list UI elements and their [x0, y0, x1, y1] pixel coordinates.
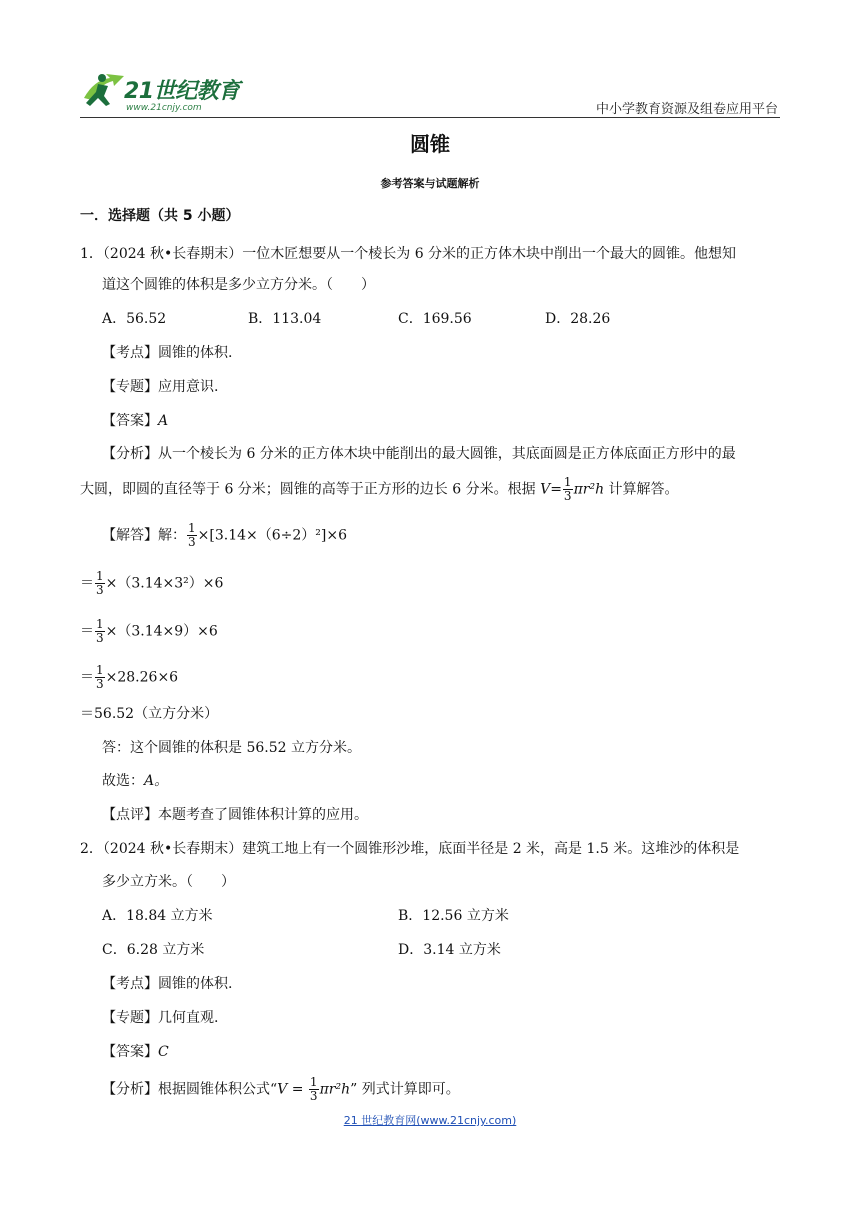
- q1-step1-expr: ×（3.14×3²）×6: [105, 575, 224, 592]
- q1-fenxi-line2-a: 大圆，即圆的直径等于 6 分米；圆锥的高等于正方形的边长 6 分米。根据: [80, 481, 541, 498]
- q1-answer: [102, 410, 168, 430]
- q1-dianping: 【点评】本题考查了圆锥体积计算的应用。: [102, 807, 368, 823]
- runner-logo-icon: [80, 70, 128, 110]
- q2-stem-line2: 多少立方米。（ ）: [102, 874, 235, 890]
- page-subtitle: 参考答案与试题解析: [380, 177, 480, 190]
- q1-fenxi-line1: 【分析】从一个棱长为 6 分米的正方体木块中能削出的最大圆锥，其底面圆是正方体底面正方形中的最: [102, 446, 736, 462]
- page-header: [80, 68, 780, 118]
- q1-jieda-step4: ＝56.52（立方分米）: [80, 706, 219, 722]
- q1-jieda-step1: ＝ $\frac{1}{3}$ ×（3.14×3²）×6: [80, 569, 224, 597]
- q2-formula-v: V =: [277, 1081, 308, 1098]
- brand-name: 21世纪教育: [124, 79, 240, 104]
- q1-jieda-label: 【解答】解：: [102, 527, 186, 544]
- q1-formula-v: V=: [540, 481, 562, 498]
- q2-kaodian: 【考点】圆锥的体积.: [102, 976, 233, 992]
- q2-answer: 【答案】C: [102, 1044, 169, 1060]
- q1-stem-line2: 道这个圆锥的体积是多少立方分米。（ ）: [102, 277, 375, 293]
- q1-option-d: D．28.26: [545, 311, 611, 327]
- q1-fenxi-line2-b: 计算解答。: [604, 481, 679, 498]
- platform-tagline: 中小学教育资源及组卷应用平台: [595, 102, 778, 117]
- q1-kaodian: 【考点】圆锥的体积.: [102, 345, 233, 361]
- q2-option-a: A．18.84 立方米: [102, 908, 213, 924]
- q2-zhuanti: 【专题】几何直观.: [102, 1010, 219, 1026]
- logo: [80, 68, 250, 114]
- brand-url: www.21cnjy.com: [126, 103, 202, 113]
- q1-da: 答：这个圆锥的体积是 56.52 立方分米。: [102, 740, 361, 756]
- q1-jieda-step3: ＝ $\frac{1}{3}$ ×28.26×6: [80, 663, 179, 691]
- q2-option-b: B．12.56 立方米: [398, 908, 509, 924]
- footer-link[interactable]: 21 世纪教育网(www.21cnjy.com): [343, 1114, 517, 1127]
- q1-guxuan: 故选：A。: [102, 773, 169, 789]
- header-divider: [80, 117, 780, 118]
- q2-formula-fraction: $\frac{1}{3}$: [309, 1075, 318, 1103]
- q2-stem-line1: 2．（2024 秋•长春期末）建筑工地上有一个圆锥形沙堆，底面半径是 2 米，高是 1.5 米。这堆沙的体积是: [80, 841, 740, 857]
- page-title: 圆锥: [410, 132, 450, 156]
- q1-step0-expr: ×[3.14×（6÷2）²]×6: [197, 527, 347, 544]
- q1-formula-tail: πr²h: [573, 481, 605, 498]
- q1-step0-fraction: $\frac{1}{3}$: [188, 521, 196, 549]
- q2-option-d: D．3.14 立方米: [398, 942, 501, 958]
- q2-formula-tail: πr²h: [319, 1081, 351, 1098]
- q1-step2-expr: ×（3.14×9）×6: [105, 623, 218, 640]
- section-heading: 一．选择题（共 5 小题）: [80, 208, 240, 224]
- q1-formula-fraction: $\frac{1}{3}$: [563, 475, 572, 503]
- q1-stem-line1: 1．（2024 秋•长春期末）一位木匠想要从一个棱长为 6 分米的正方体木块中削出一个最大的圆锥。他想知: [80, 246, 737, 262]
- q1-jieda-step2: ＝ $\frac{1}{3}$ ×（3.14×9）×6: [80, 617, 218, 645]
- q1-answer-value: A: [158, 413, 169, 429]
- q1-option-a: A．56.52: [102, 311, 167, 327]
- q1-zhuanti: 【专题】应用意识.: [102, 379, 219, 395]
- q1-fenxi-line2: [80, 476, 679, 503]
- q1-step3-expr: ×28.26×6: [105, 669, 179, 686]
- q1-answer-label: 【答案】: [102, 413, 158, 429]
- q1-option-b: B．113.04: [248, 311, 322, 327]
- q2-fenxi: 【分析】根据圆锥体积公式“V = $\frac{1}{3}$ πr²h” 列式计算即可。: [102, 1075, 460, 1103]
- q1-option-c: C．169.56: [398, 311, 472, 327]
- q2-option-c: C．6.28 立方米: [102, 942, 205, 958]
- q1-jieda-step0: [102, 522, 347, 549]
